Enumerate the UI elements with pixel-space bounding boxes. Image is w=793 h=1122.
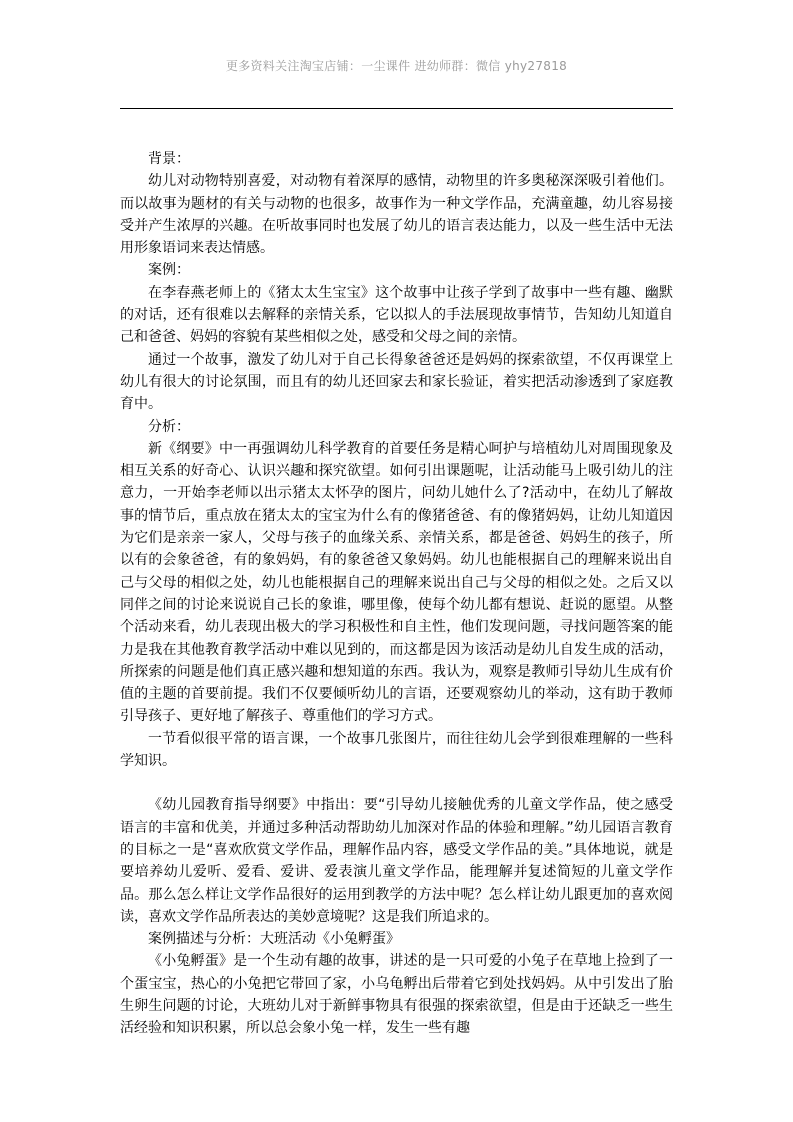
- paragraph-analysis: 新《纲要》中一再强调幼儿科学教育的首要任务是精心呵护与培植幼儿对周围现象及相互关系的好奇心、认识兴趣和探究欲望。如何引出课题呢，让活动能马上吸引幼儿的注意力，一开始李老师以出示猪太太怀孕的图片，问幼儿她什么了?活动中，在幼儿了解故事的情节后，重点放在猪太太的宝宝为什么有的像猪爸爸、有的像猪妈妈，让幼儿知道因为它们是亲亲一家人，父母与孩子的血缘关系、亲情关系，都是爸爸、妈妈生的孩子，所以有的会象爸爸，有的象妈妈，有的象爸爸又象妈妈。幼儿也能根据自己的理解来说出自己与父母的相似之处，幼儿也能根据自己的理解来说出自己与父母的相似之处。之后又以同伴之间的讨论来说说自己长的象谁，哪里像，使每个幼儿都有想说、赶说的愿望。从整个活动来看，幼儿表现出极大的学习积极性和自主性，他们发现问题，寻找问题答案的能力是我在其他教育教学活动中难以见到的，而这都是因为该活动是幼儿自发生成的活动，所探索的问题是他们真正感兴趣和想知道的东西。我认为，观察是教师引导幼儿生成有价值的主题的首要前提。我们不仅要倾听幼儿的言语，还要观察幼儿的举动，这有助于教师引导孩子、更好地了解孩子、尊重他们的学习方式。: [120, 440, 673, 725]
- paragraph-case-2: 通过一个故事，激发了幼儿对于自己长得象爸爸还是妈妈的探索欲望，不仅再课堂上幼儿有很大的讨论氛围，而且有的幼儿还回家去和家长验证，着实把活动渗透到了家庭教育中。: [120, 351, 673, 413]
- heading-case-description: 案例描述与分析：大班活动《小兔孵蛋》: [148, 931, 400, 948]
- header-divider: [120, 108, 673, 109]
- paragraph-case-1: 在李春燕老师上的《猪太太生宝宝》这个故事中让孩子学到了故事中一些有趣、幽默的对话，还有很难以去解释的亲情关系，它以拟人的手法展现故事情节，告知幼儿知道自己和爸爸、妈妈的容貌有某些相似之处，感受和父母之间的亲情。: [120, 284, 673, 346]
- paragraph-summary: 一节看似很平常的语言课，一个故事几张图片，而往往幼儿会学到很难理解的一些科学知识。: [120, 730, 673, 770]
- page-header-text: 更多资料关注淘宝店铺：一尘课件 进幼师群：微信 yhy27818: [225, 59, 568, 73]
- heading-background: 背景：: [148, 151, 190, 167]
- paragraph-guideline: 《幼儿园教育指导纲要》中指出：要“引导幼儿接触优秀的儿童文学作品，使之感受语言的丰富和优美，并通过多种活动帮助幼儿加深对作品的体验和理解。”幼儿园语言教育的目标之一是“喜欢欣赏文学作品，理解作品内容，感受文学作品的美。”具体地说，就是要培养幼儿爱听、爱看、爱讲、爱表演儿童文学作品，能理解并复述简短的儿童文学作品。那么怎么样让文学作品很好的运用到教学的方法中呢？怎么样让幼儿跟更加的喜欢阅读，喜欢文学作品所表达的美妙意境呢？这是我们所追求的。: [120, 797, 673, 925]
- document-body: [120, 148, 673, 1040]
- paragraph-background: 幼儿对动物特别喜爱，对动物有着深厚的感情，动物里的许多奥秘深深吸引着他们。而以故事为题材的有关与动物的也很多，故事作为一种文学作品，充满童趣，幼儿容易接受并产生浓厚的兴趣。在听故事同时也发展了幼儿的语言表达能力，以及一些生活中无法用形象语词来表达情感。: [120, 173, 673, 257]
- heading-case: 案例：: [148, 262, 190, 279]
- paragraph-rabbit-story: 《小兔孵蛋》是一个生动有趣的故事，讲述的是一只可爱的小兔子在草地上捡到了一个蛋宝宝，热心的小兔把它带回了家，小乌龟孵出后带着它到处找妈妈。从中引发出了胎生卵生问题的讨论，大班幼儿对于新鲜事物具有很强的探索欲望，但是由于还缺乏一些生活经验和知识积累，所以总会象小兔一样，发生一些有趣: [120, 953, 673, 1037]
- heading-analysis: 分析：: [148, 418, 190, 435]
